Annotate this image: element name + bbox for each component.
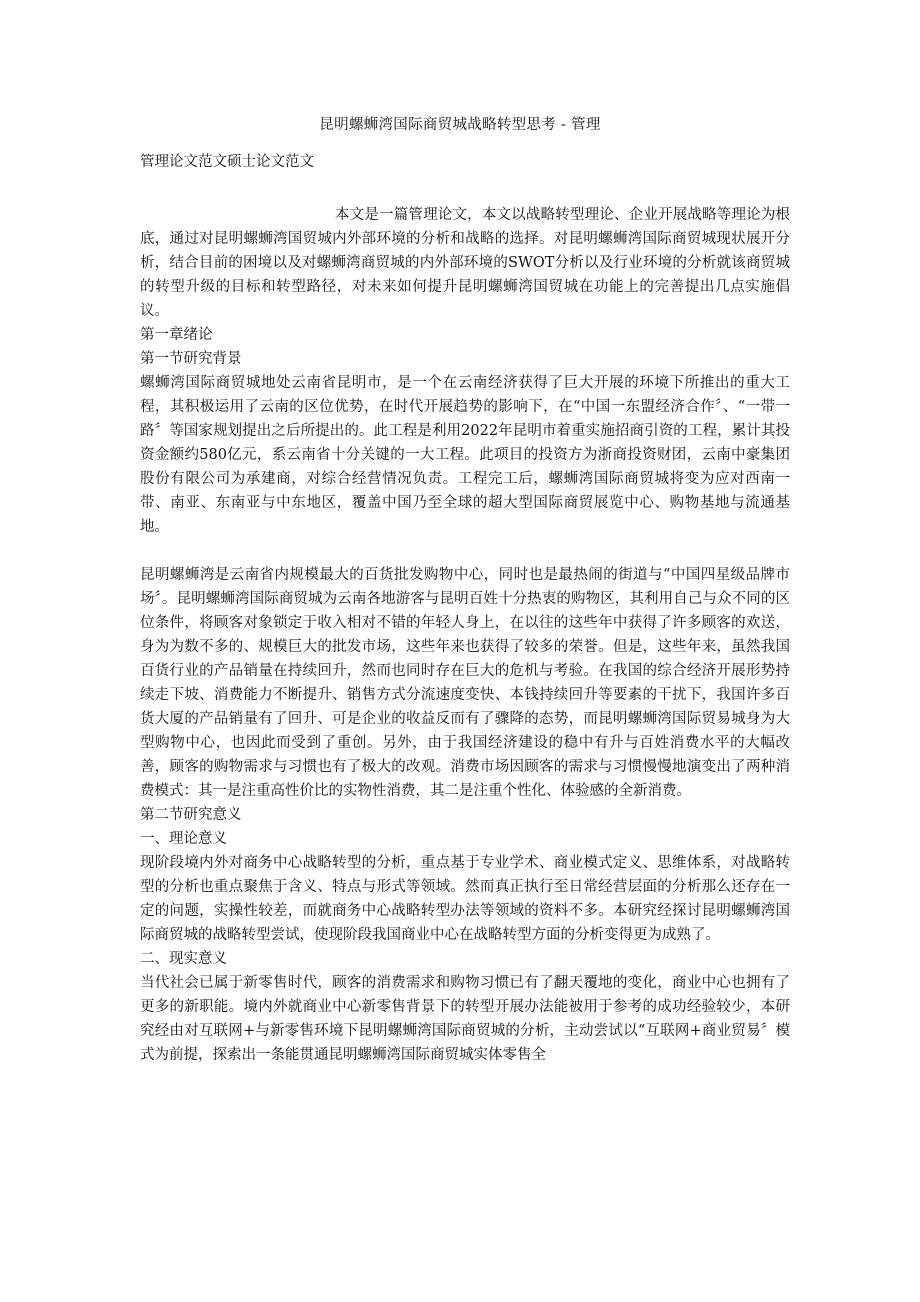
- practice-paragraph: 当代社会已属于新零售时代，顾客的消费需求和购物习惯已有了翻天覆地的变化，商业中心也拥有了更多的新职能。境内外就商业中心新零售背景下的转型开展办法能被用于参考的成功经验较少，本研究经由对互联网+与新零售环境下昆明螺蛳湾国际商贸城的分析，主动尝试以“互联网+商业贸易〞模式为前提，探索出一条能贯通昆明螺蛳湾国际商贸城实体零售全: [140, 975, 790, 1063]
- section-heading: 第一节研究背景: [140, 351, 242, 367]
- background-paragraph-2: 昆明螺蛳湾是云南省内规模最大的百货批发购物中心，同时也是最热闹的街道与“中国四星级品牌市场〞。昆明螺蛳湾国际商贸城为云南各地游客与昆明百姓十分热衷的购物区，其利用自己与众不同的区位条件，将顾客对象锁定于收入相对不错的年轻人身上，在以往的这些年中获得了许多顾客的欢送，身为为数不多的、规模巨大的批发市场，这些年来也获得了较多的荣誉。但是，这些年来，虽然我国百货行业的产品销量在持续回升，然而也同时存在巨大的危机与考验。在我国的综合经济开展形势持续走下坡、消费能力不断提升、销售方式分流速度变快、本钱持续回升等要素的干扰下，我国许多百货大厦的产品销量有了回升、可是企业的收益反而有了骤降的态势，而昆明螺蛳湾国际贸易城身为大型购物中心，也因此而受到了重创。另外，由于我国经济建设的稳中有升与百姓消费水平的大幅改善，顾客的购物需求与习惯也有了极大的改观。消费市场因顾客的需求与习惯慢慢地演变出了两种消费模式：其一是注重高性价比的实物性消费，其二是注重个性化、体验感的全新消费。: [140, 567, 790, 799]
- document-body: [140, 203, 790, 1067]
- section-heading-2: 第二节研究意义: [140, 807, 242, 823]
- subsection-heading-theory: 一、理论意义: [140, 831, 227, 847]
- document-subtitle: 管理论文范文硕士论文范文: [140, 154, 314, 170]
- document-title: 昆明螺蛳湾国际商贸城战略转型思考 - 管理: [319, 117, 601, 133]
- chapter-heading: 第一章绪论: [140, 327, 213, 343]
- subsection-heading-practice: 二、现实意义: [140, 951, 227, 967]
- background-paragraph: 螺蛳湾国际商贸城地处云南省昆明市，是一个在云南经济获得了巨大开展的环境下所推出的重大工程，其积极运用了云南的区位优势，在时代开展趋势的影响下，在“中国一东盟经济合作〞、“一带一路〞等国家规划提出之后所提出的。此工程是利用2022年昆明市着重实施招商引资的工程，累计其投资金额约580亿元，系云南省十分关键的一大工程。此项目的投资方为浙商投资财团，云南中豪集团股份有限公司为承建商，对综合经营情况负责。工程完工后，螺蛳湾国际商贸城将变为应对西南一带、南亚、东南亚与中东地区，覆盖中国乃至全球的超大型国际商贸展览中心、购物基地与流通基地。: [140, 375, 790, 535]
- theory-paragraph: 现阶段境内外对商务中心战略转型的分析，重点基于专业学术、商业模式定义、思维体系，对战略转型的分析也重点聚焦于含义、特点与形式等领域。然而真正执行至日常经营层面的分析那么还存在一定的问题，实操性较差，而就商务中心战略转型办法等领域的资料不多。本研究经探讨昆明螺蛳湾国际商贸城的战略转型尝试，使现阶段我国商业中心在战略转型方面的分析变得更为成熟了。: [140, 855, 790, 943]
- abstract-paragraph: 本文是一篇管理论文，本文以战略转型理论、企业开展战略等理论为根底，通过对昆明螺蛳湾国贸城内外部环境的分析和战略的选择。对昆明螺蛳湾国际商贸城现状展开分析，结合目前的困境以及对螺蛳湾商贸城的内外部环境的SWOT分析以及行业环境的分析就该商贸城的转型升级的目标和转型路径，对未来如何提升昆明螺蛳湾国贸城在功能上的完善提出几点实施倡议。: [140, 207, 790, 319]
